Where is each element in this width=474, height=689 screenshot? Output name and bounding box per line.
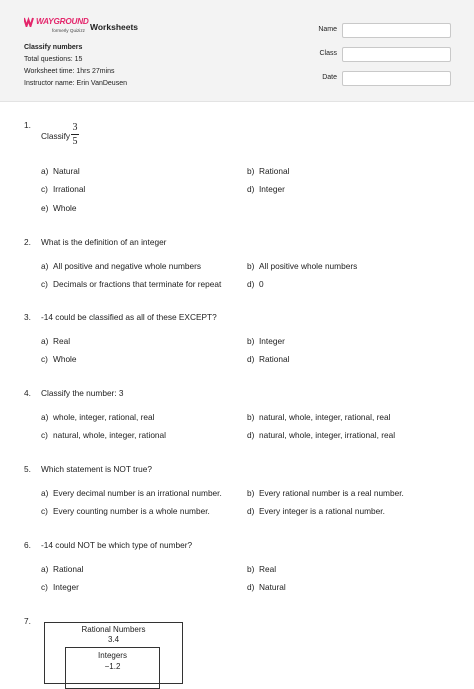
question-number: 3. xyxy=(24,312,31,322)
option-b[interactable]: b) Rational xyxy=(247,166,290,176)
inner-label: Integers xyxy=(98,651,127,660)
class-field[interactable] xyxy=(342,47,451,62)
option-d[interactable]: d) Rational xyxy=(247,354,290,364)
question-number: 4. xyxy=(24,388,31,398)
option-d[interactable]: d) 0 xyxy=(247,279,264,289)
fraction xyxy=(71,122,79,147)
logo-mark-icon xyxy=(24,17,36,27)
question-text: -14 could be classified as all of these EXCEPT? xyxy=(41,312,217,322)
logo-text: WAYGROUND xyxy=(36,17,89,26)
date-label: Date xyxy=(322,74,337,81)
worksheet-name: Classify numbers xyxy=(24,44,83,51)
option-a[interactable]: a) Natural xyxy=(41,166,80,176)
header-title: Worksheets xyxy=(90,22,139,32)
fraction-bar xyxy=(71,134,79,135)
option-b[interactable]: b) All positive whole numbers xyxy=(247,261,358,271)
option-b[interactable]: b) Real xyxy=(247,564,277,574)
question-number: 1. xyxy=(24,120,31,130)
question-text: Classify the number: 3 xyxy=(41,388,124,398)
question-text: Which statement is NOT true? xyxy=(41,464,152,474)
date-field[interactable] xyxy=(342,71,451,86)
fraction-numerator: 3 xyxy=(72,122,78,133)
class-label: Class xyxy=(319,50,337,57)
outer-value: 3.4 xyxy=(107,635,120,644)
name-label: Name xyxy=(318,26,337,33)
option-a[interactable]: a) whole, integer, rational, real xyxy=(41,412,155,422)
question-number: 7. xyxy=(24,616,31,626)
option-c[interactable]: c) Irrational xyxy=(41,184,86,194)
outer-label: Rational Numbers xyxy=(81,625,146,634)
question-text: What is the definition of an integer xyxy=(41,237,167,247)
worksheet-header xyxy=(0,0,474,102)
option-b[interactable]: b) Every rational number is a real number. xyxy=(247,488,404,498)
option-a[interactable]: a) Real xyxy=(41,336,71,346)
option-c[interactable]: c) Integer xyxy=(41,582,79,592)
option-a[interactable]: a) All positive and negative whole numbers xyxy=(41,261,202,271)
option-d[interactable]: d) Every integer is a rational number. xyxy=(247,506,385,516)
option-d[interactable]: d) Natural xyxy=(247,582,286,592)
question-number: 6. xyxy=(24,540,31,550)
option-a[interactable]: a) Every decimal number is an irrational number. xyxy=(41,488,222,498)
option-e[interactable]: e) Whole xyxy=(41,203,77,213)
name-field[interactable] xyxy=(342,23,451,38)
option-c[interactable]: c) natural, whole, integer, rational xyxy=(41,430,167,440)
total-questions: Total questions: 15 xyxy=(24,56,83,63)
instructor-name: Instructor name: Erin VanDeusen xyxy=(24,80,127,87)
question-text: Classify xyxy=(41,131,71,141)
inner-value: −1.2 xyxy=(104,662,121,671)
question-text: -14 could NOT be which type of number? xyxy=(41,540,193,550)
option-c[interactable]: c) Decimals or fractions that terminate for repeat xyxy=(41,279,222,289)
wayground-logo xyxy=(24,17,89,35)
option-b[interactable]: b) natural, whole, integer, rational, real xyxy=(247,412,391,422)
option-d[interactable]: d) Integer xyxy=(247,184,285,194)
option-c[interactable]: c) Every counting number is a whole number. xyxy=(41,506,210,516)
integers-box xyxy=(65,647,160,689)
question-number: 2. xyxy=(24,237,31,247)
logo-subtitle: formerly Quizizz xyxy=(52,28,85,33)
rational-numbers-diagram xyxy=(44,622,183,684)
option-a[interactable]: a) Rational xyxy=(41,564,84,574)
fraction-denominator: 5 xyxy=(72,136,78,147)
option-d[interactable]: d) natural, whole, integer, irrational, real xyxy=(247,430,396,440)
option-c[interactable]: c) Whole xyxy=(41,354,77,364)
question-number: 5. xyxy=(24,464,31,474)
option-b[interactable]: b) Integer xyxy=(247,336,285,346)
worksheet-time: Worksheet time: 1hrs 27mins xyxy=(24,68,115,75)
